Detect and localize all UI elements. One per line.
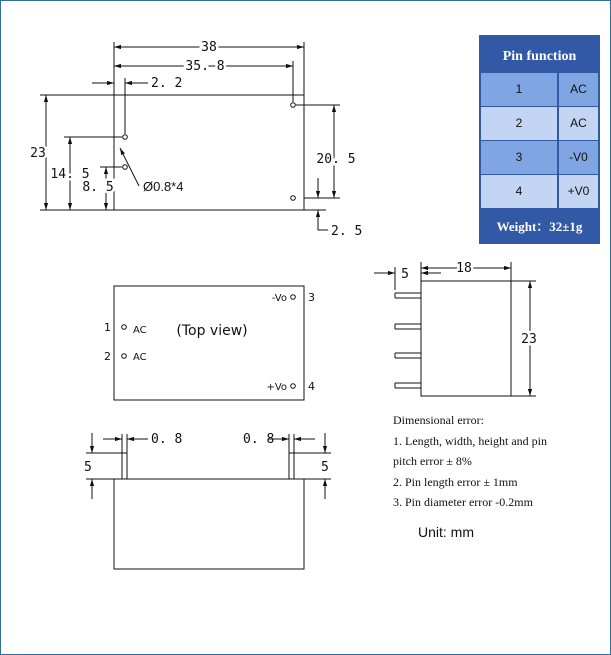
dim-23: 23 [30, 146, 46, 161]
pin-label: AC [133, 352, 147, 363]
pin-hole [291, 103, 296, 108]
dim-35-8: 35. 8 [185, 59, 225, 74]
pin-table-weight: Weight：32±1g [479, 209, 600, 244]
pin-table-row [481, 141, 598, 174]
pin-number-cell: 4 [481, 175, 557, 208]
pin-table-row [481, 175, 598, 208]
note-line: pitch error ± 8% [393, 454, 472, 468]
note-line: 2. Pin length error ± 1mm [393, 474, 518, 489]
dim-side-5: 5 [401, 267, 409, 282]
dim-2-5: 2. 5 [331, 224, 363, 239]
pin-table-header: Pin function [502, 49, 577, 64]
top-view-title: (Top view) [176, 323, 248, 339]
pin-function-cell: AC [559, 73, 598, 106]
pin-number: 3 [308, 291, 315, 304]
dim-pin-width-left: 0. 8 [151, 432, 183, 447]
pin-function-cell: AC [559, 107, 598, 140]
pin-label: +Vo [266, 382, 287, 393]
dim-8-5: 8. 5 [82, 180, 114, 195]
dim-hole-diameter: Ø0.8*4 [143, 179, 184, 194]
pin-function-table [479, 35, 600, 244]
dim-pin-len-left: 5 [84, 460, 92, 475]
module-outline-front [114, 479, 304, 569]
dim-pin-width-right: 0. 8 [243, 432, 275, 447]
notes-title: Dimensional error: [393, 413, 484, 427]
dim-pin-len-right: 5 [321, 460, 329, 475]
dim-14-5: 14. 5 [50, 167, 90, 182]
pin-number: 2 [104, 350, 111, 363]
dim-18: 18 [456, 261, 472, 276]
pin-number-cell: 1 [481, 73, 557, 106]
dim-20-5: 20. 5 [316, 152, 356, 167]
pin-function-cell: +V0 [559, 175, 598, 208]
pin-number: 1 [104, 321, 111, 334]
pin-label: AC [133, 325, 147, 336]
dim-2-2: 2. 2 [151, 76, 183, 91]
pin-label: -Vo [271, 293, 287, 304]
pin-hole [123, 135, 128, 140]
pin-hole [123, 165, 128, 170]
module-outline-side [421, 281, 511, 396]
pin-number-cell: 2 [481, 107, 557, 140]
pin-table-row [481, 107, 598, 140]
pin-number-cell: 3 [481, 141, 557, 174]
unit-label: Unit: mm [418, 524, 474, 540]
dim-side-23: 23 [521, 332, 537, 347]
pin-table-row [481, 73, 598, 106]
dim-38: 38 [201, 40, 217, 55]
dimensional-error-notes [393, 410, 583, 513]
pin-function-cell: -V0 [559, 141, 598, 174]
pin-hole [291, 196, 296, 201]
pin-number: 4 [308, 380, 315, 393]
note-line: 1. Length, width, height and pin [393, 433, 547, 448]
note-line: 3. Pin diameter error -0.2mm [393, 495, 533, 509]
